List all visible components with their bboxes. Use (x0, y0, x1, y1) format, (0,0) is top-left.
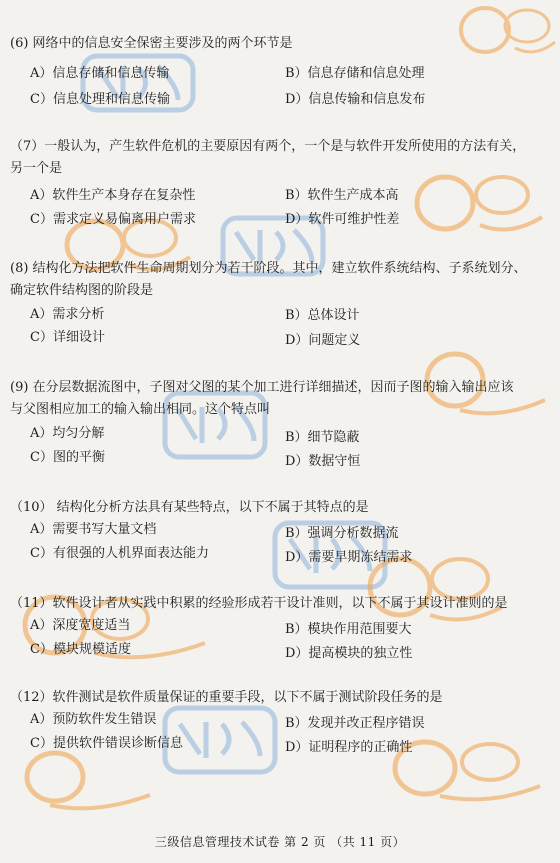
question-stem: (6) 网络中的信息安全保密主要涉及的两个环节是 (10, 36, 293, 51)
question-stem: （11）软件设计者从实践中积累的经验形成若干设计准则，以下不属于其设计准则的是 (10, 596, 508, 611)
page-footer: 三级信息管理技术试卷 第 2 页 （共 11 页） (154, 835, 406, 849)
option-a: A）信息存储和信息传输 (30, 66, 170, 81)
option-a: A）需要书写大量文档 (30, 522, 157, 537)
question-stem: （7）一般认为，产生软件危机的主要原因有两个，一个是与软件开发所使用的方法有关， 另一个是 (10, 139, 526, 176)
question-stem: （12）软件测试是软件质量保证的重要手段，以下不属于测试阶段任务的是 (10, 690, 443, 705)
option-c: C）图的平衡 (30, 450, 105, 465)
option-b: B）总体设计 (285, 308, 360, 323)
option-d: D）数据守恒 (285, 454, 361, 469)
option-c: C）提供软件错误诊断信息 (30, 736, 183, 751)
option-d: D）问题定义 (285, 333, 361, 348)
option-b: B）细节隐蔽 (285, 430, 360, 445)
option-b: B）信息存储和信息处理 (285, 66, 425, 81)
option-d: D）证明程序的正确性 (285, 740, 413, 755)
option-d: D）软件可维护性差 (285, 212, 400, 227)
option-b: B）模块作用范围要大 (285, 622, 412, 637)
option-b: B）软件生产成本高 (285, 188, 399, 203)
question-stem: （10） 结构化分析方法具有某些特点，以下不属于其特点的是 (10, 500, 369, 515)
option-a: A）均匀分解 (30, 426, 105, 441)
option-b: B）强调分析数据流 (285, 526, 399, 541)
option-a: A）软件生产本身存在复杂性 (30, 188, 196, 203)
option-c: C）信息处理和信息传输 (30, 92, 170, 107)
question-stem: (9) 在分层数据流图中，子图对父图的某个加工进行详细描述，因而子图的输入输出应该 与父图相应加工的输入输出相同。这个特点叫 (10, 380, 514, 417)
option-c: C）有很强的人机界面表达能力 (30, 546, 209, 561)
option-a: A）需求分析 (30, 307, 105, 322)
option-d: D）提高模块的独立性 (285, 646, 413, 661)
option-c: C）需求定义易偏离用户需求 (30, 212, 196, 227)
option-c: C）详细设计 (30, 330, 105, 345)
option-d: D）信息传输和信息发布 (285, 92, 426, 107)
option-d: D）需要早期冻结需求 (285, 550, 413, 565)
exam8-watermark-logo (20, 745, 160, 815)
option-b: B）发现并改正程序错误 (285, 716, 425, 731)
option-c: C）模块规模适度 (30, 642, 131, 657)
option-a: A）预防软件发生错误 (30, 712, 157, 727)
option-a: A）深度宽度适当 (30, 618, 131, 633)
question-stem: (8) 结构化方法把软件生命周期划分为若干阶段。其中，建立软件系统结构、子系统划分、 确定软件结构图的阶段是 (10, 261, 527, 298)
